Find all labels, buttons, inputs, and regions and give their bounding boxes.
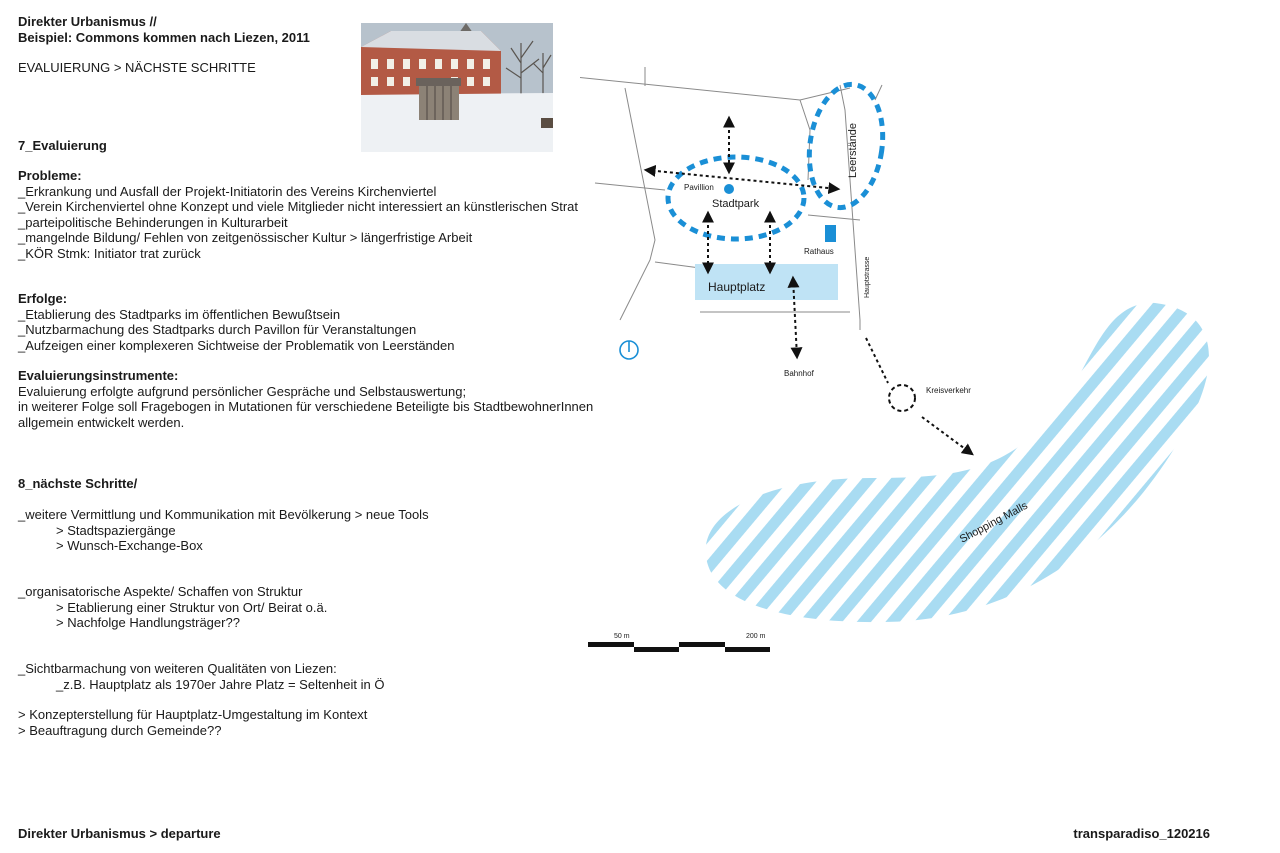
probleme-heading: Probleme: xyxy=(18,168,82,183)
rathaus-marker xyxy=(825,225,836,242)
evaluierung-section xyxy=(18,138,107,154)
instrumente-block xyxy=(18,368,593,430)
erfolge-heading: Erfolge: xyxy=(18,291,68,306)
section-subtitle: EVALUIERUNG > NÄCHSTE SCHRITTE xyxy=(18,60,256,75)
kreisverkehr-ring xyxy=(889,385,915,411)
evaluierung-title: 7_Evaluierung xyxy=(18,138,107,153)
instrumente-heading: Evaluierungsinstrumente: xyxy=(18,368,179,383)
instrumente-line: allgemein entwickelt werden. xyxy=(18,414,185,430)
rathaus-label: Rathaus xyxy=(804,247,834,256)
stadtpark-label: Stadtpark xyxy=(712,198,760,210)
probleme-item: _Erkrankung und Ausfall der Projekt-Initiatorin des Vereins Kirchenviertel xyxy=(18,183,437,199)
hauptplatz-label: Hauptplatz xyxy=(708,280,766,294)
probleme-block xyxy=(18,168,578,261)
instrumente-line: in weiterer Folge soll Fragebogen in Mutationen für verschiedene Beteiligte bis StadtbewohnerInnen xyxy=(18,399,594,414)
scale-label-50: 50 m xyxy=(614,633,630,640)
schritte-sub: > Stadtspaziergänge xyxy=(56,522,176,538)
header-title: Direkter Urbanismus // xyxy=(18,14,157,29)
footer-left: Direkter Urbanismus > departure xyxy=(18,826,221,841)
scale-label-200: 200 m xyxy=(746,633,766,640)
liezen-map xyxy=(580,60,1220,665)
shopping-malls-area xyxy=(706,303,1209,622)
erfolge-item: _Aufzeigen einer komplexeren Sichtweise der Problematik von Leerständen xyxy=(18,337,455,353)
pavillon-label: Pavillion xyxy=(684,183,714,192)
schritte-title: 8_nächste Schritte/ xyxy=(18,476,138,491)
schritte-sub: > Nachfolge Handlungsträger?? xyxy=(56,615,240,630)
schritte-line: > Konzepterstellung für Hauptplatz-Umgestaltung im Kontext xyxy=(18,707,368,722)
schritte-lead: _Sichtbarmachung von weiteren Qualitäten von Liezen: xyxy=(18,661,337,676)
pavillon-marker xyxy=(724,184,734,194)
bahnhof-label: Bahnhof xyxy=(784,369,814,378)
probleme-item: _mangelnde Bildung/ Fehlen von zeitgenössischer Kultur > längerfristige Arbeit xyxy=(18,230,473,245)
header-example: Beispiel: Commons kommen nach Liezen, 2011 xyxy=(18,30,310,45)
schritte-sub: > Etablierung einer Struktur von Ort/ Beirat o.ä. xyxy=(56,599,328,615)
probleme-item: _KÖR Stmk: Initiator trat zurück xyxy=(18,245,201,261)
page-header xyxy=(18,14,310,46)
probleme-item: _Verein Kirchenviertel ohne Konzept und viele Mitglieder nicht interessiert an künstlerischen Strat xyxy=(18,199,579,214)
snow-pavilion-photo xyxy=(361,23,553,152)
scale-bar xyxy=(588,642,770,652)
schritte-group-4 xyxy=(18,707,367,738)
leerstaende-ring xyxy=(802,80,891,213)
instrumente-line: Evaluierung erfolgte aufgrund persönlicher Gespräche und Selbstauswertung; xyxy=(18,383,467,399)
erfolge-item: _Etablierung des Stadtparks im öffentlichen Bewußtsein xyxy=(18,306,341,322)
schritte-title-wrap xyxy=(18,476,137,492)
kreisverkehr-label: Kreisverkehr xyxy=(926,386,971,395)
schritte-group-3 xyxy=(18,661,384,692)
hauptstrasse-label: Hauptstrasse xyxy=(864,256,871,298)
probleme-item: _parteipolitische Behinderungen in Kulturarbeit xyxy=(18,214,288,230)
footer-right: transparadiso_120216 xyxy=(1073,826,1210,841)
shopping-malls-label: Shopping Malls xyxy=(957,499,1030,546)
schritte-lead: _weitere Vermittlung und Kommunikation mit Bevölkerung > neue Tools xyxy=(18,507,429,522)
schritte-line: > Beauftragung durch Gemeinde?? xyxy=(18,722,222,738)
map-svg xyxy=(580,60,1220,660)
schritte-lead: _organisatorische Aspekte/ Schaffen von Struktur xyxy=(18,584,303,599)
erfolge-block xyxy=(18,291,454,353)
schritte-group-2 xyxy=(18,584,327,631)
schritte-group-1 xyxy=(18,507,429,554)
leerstaende-label: Leerstände xyxy=(847,122,859,178)
schritte-sub: > Wunsch-Exchange-Box xyxy=(56,538,203,553)
erfolge-item: _Nutzbarmachung des Stadtparks durch Pavillon für Veranstaltungen xyxy=(18,322,417,337)
schritte-sub: _z.B. Hauptplatz als 1970er Jahre Platz = Seltenheit in Ö xyxy=(56,676,385,692)
compass-icon xyxy=(620,341,638,359)
